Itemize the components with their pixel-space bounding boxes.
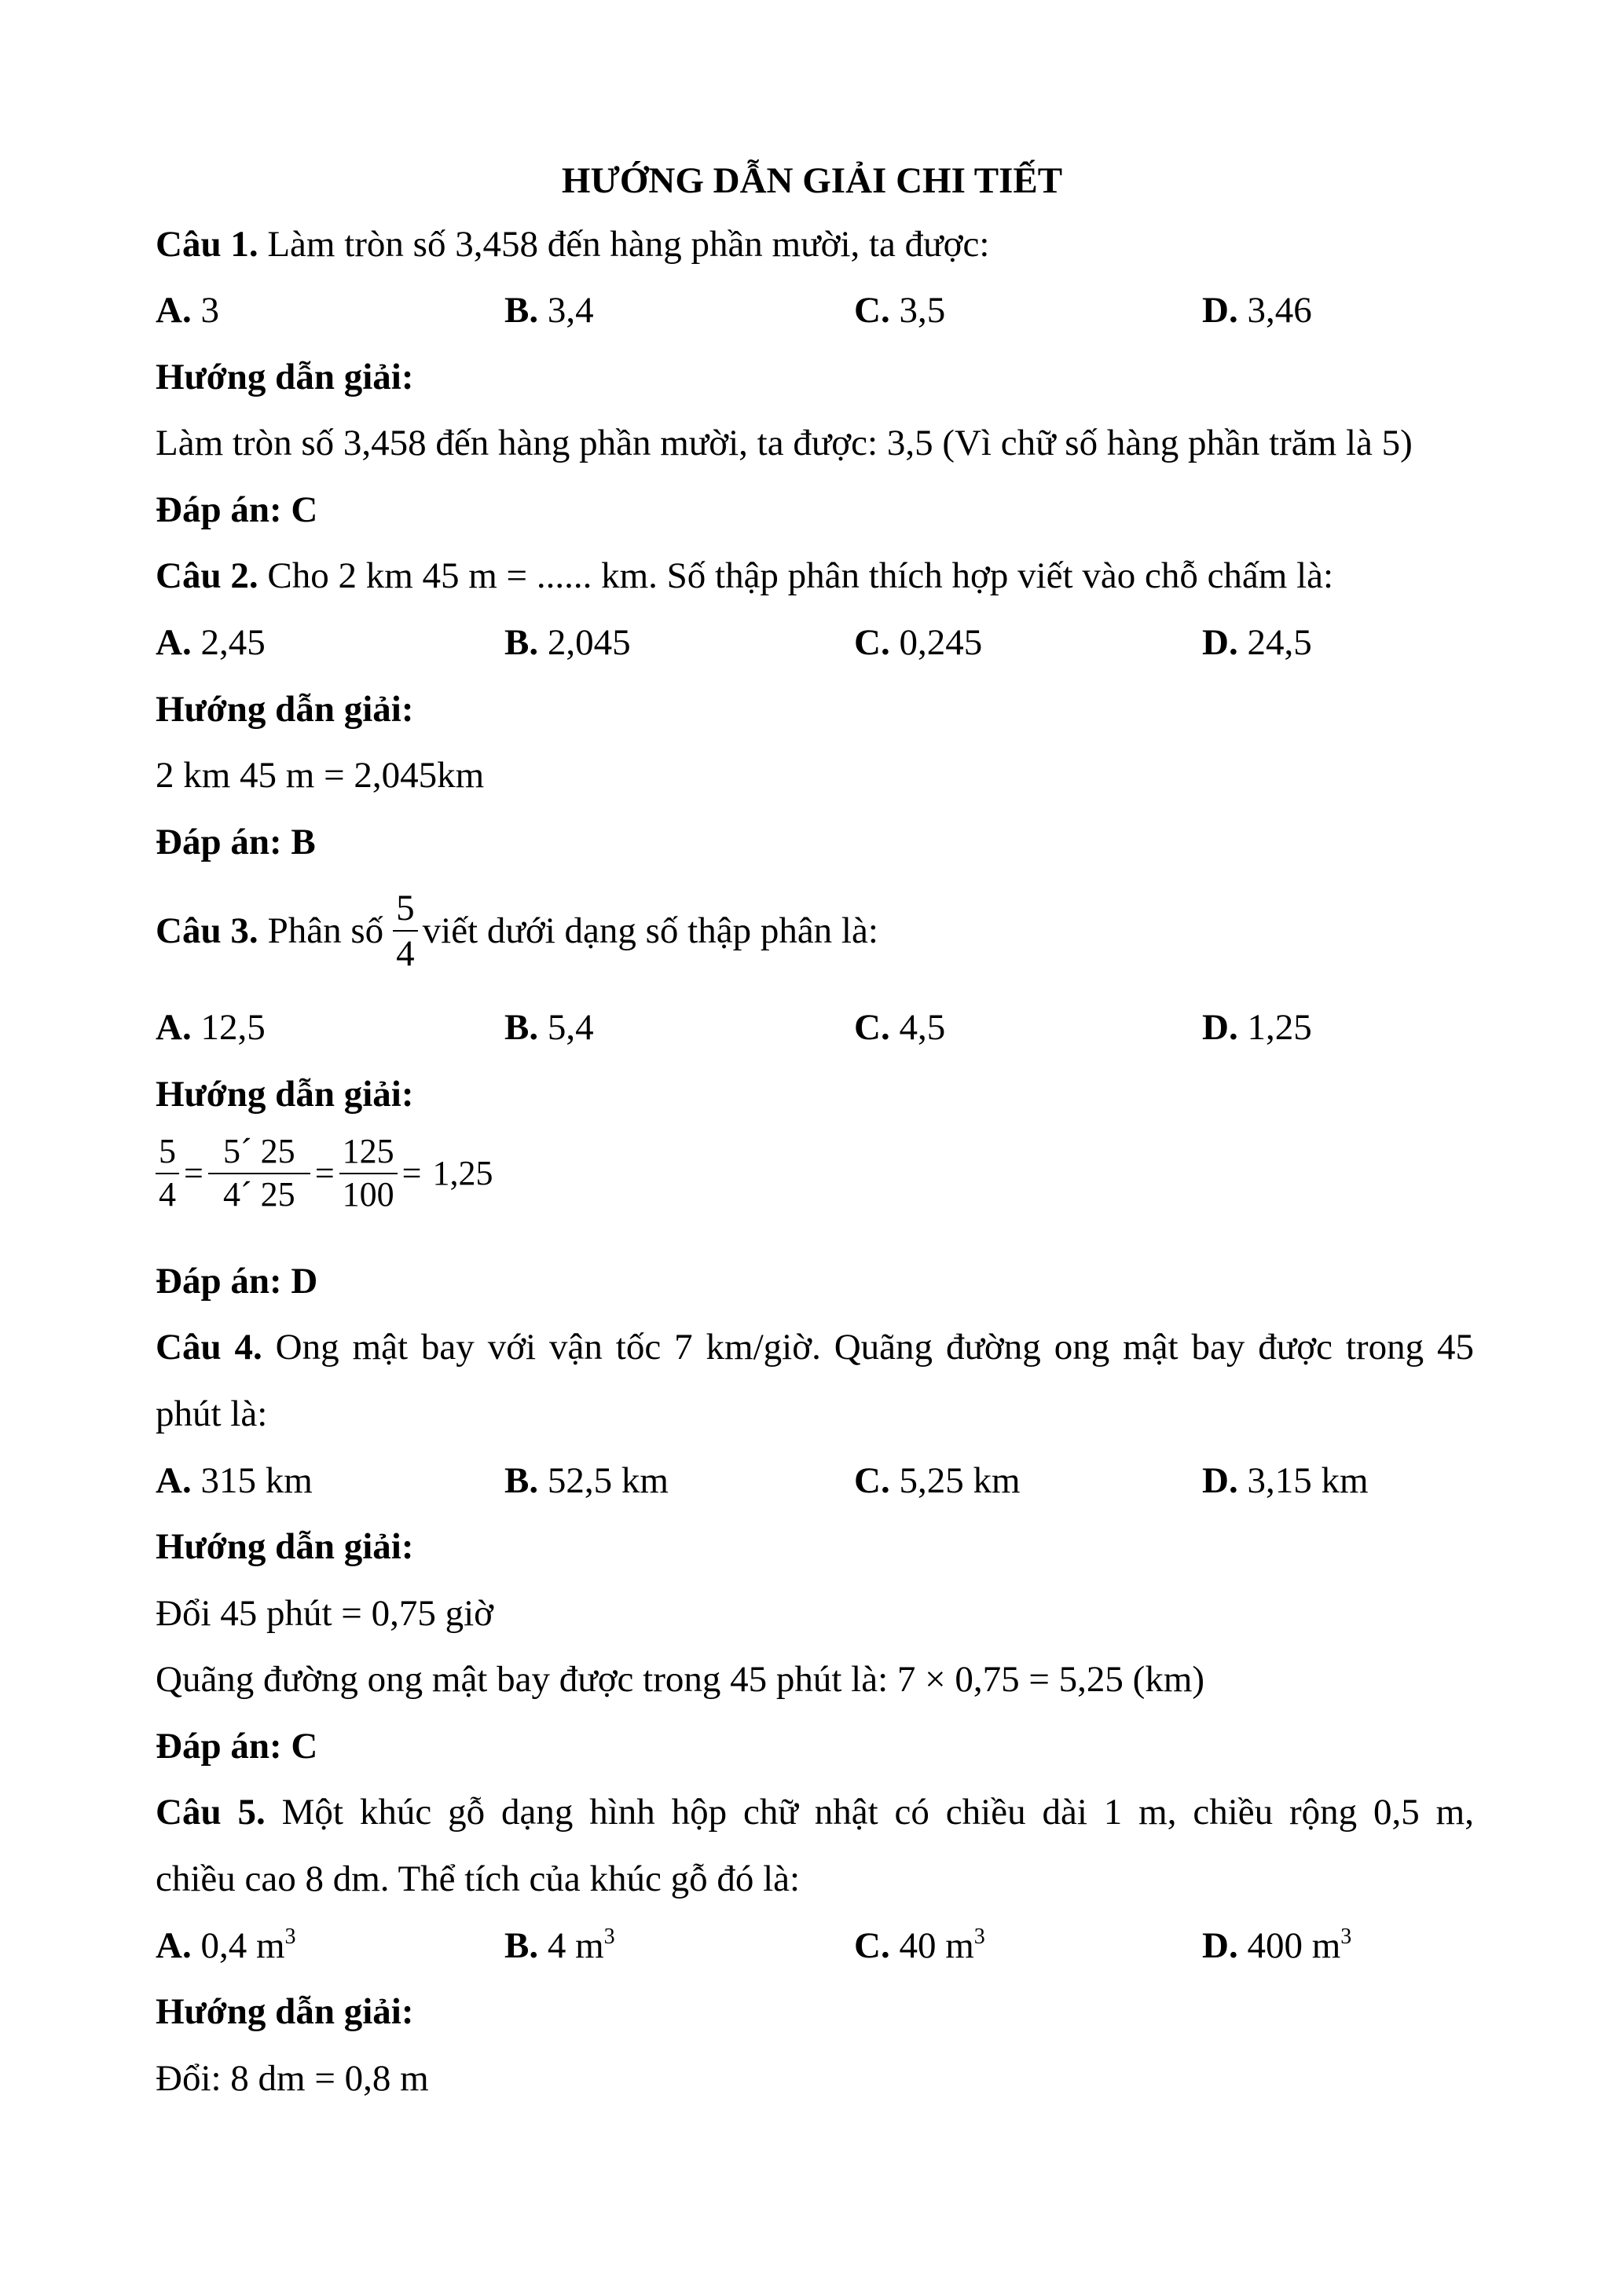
q5-option-b: B. 4 $m^3$ bbox=[504, 1924, 615, 1966]
q1-option-d: D. 3,46 bbox=[1202, 290, 1312, 331]
question-label: Câu 4. bbox=[156, 1327, 262, 1368]
q1-option-c: C. 3,5 bbox=[854, 290, 946, 331]
q3-solution-math bbox=[156, 1131, 493, 1216]
q2-option-c: C. 0,245 bbox=[854, 622, 983, 663]
question-text-after: viết dưới dạng số thập phân là: bbox=[422, 910, 878, 951]
question-label: Câu 1. bbox=[156, 224, 258, 265]
q1-option-b: B. 3,4 bbox=[504, 290, 594, 331]
fraction-5-over-4: $\frac{5}{4}$ bbox=[393, 886, 418, 976]
q4-option-b: B. 52,5 km bbox=[504, 1460, 669, 1501]
math-result: 1,25 bbox=[432, 1154, 493, 1193]
q2-option-b: B. 2,045 bbox=[504, 622, 631, 663]
q3-option-c: C. 4,5 bbox=[854, 1007, 946, 1048]
q4-guide-heading: Hướng dẫn giải: bbox=[156, 1526, 414, 1567]
math-fraction-2: $\frac{5´ 25}{4´ 25}$ bbox=[208, 1131, 310, 1216]
question-text: Cho 2 km 45 m = ...... km. Số thập phân thích hợp viết vào chỗ chấm là: bbox=[267, 555, 1334, 596]
q1-answer: Đáp án: C bbox=[156, 489, 318, 530]
q5-option-a: A. 0,4 $m^3$ bbox=[156, 1924, 296, 1966]
question-text: Một khúc gỗ dạng hình hộp chữ nhật có chiều dài 1 m, chiều rộng 0,5 m, bbox=[281, 1792, 1474, 1833]
question-label: Câu 5. bbox=[156, 1792, 266, 1833]
question-4-line-2: phút là: bbox=[156, 1393, 268, 1434]
equals-sign: = bbox=[401, 1154, 422, 1193]
question-text-before: Phân số bbox=[267, 910, 384, 951]
q2-option-d: D. 24,5 bbox=[1202, 622, 1312, 663]
q4-option-a: A. 315 km bbox=[156, 1460, 313, 1501]
q4-solution-line-2: Quãng đường ong mật bay được trong 45 phút là: 7 × 0,75 = 5,25 (km) bbox=[156, 1659, 1205, 1700]
question-4-line-1 bbox=[156, 1329, 1474, 1366]
page-title: HƯỚNG DẪN GIẢI CHI TIẾT bbox=[561, 160, 1063, 201]
question-3 bbox=[156, 886, 878, 976]
q2-option-a: A. 2,45 bbox=[156, 622, 266, 663]
q4-option-c: C. 5,25 km bbox=[854, 1460, 1021, 1501]
q3-option-a: A. 12,5 bbox=[156, 1007, 266, 1048]
equals-sign: = bbox=[184, 1154, 203, 1193]
q3-guide-heading: Hướng dẫn giải: bbox=[156, 1074, 414, 1115]
question-text: Ong mật bay với vận tốc 7 km/giờ. Quãng đường ong mật bay được trong 45 bbox=[275, 1327, 1474, 1368]
equals-sign: = bbox=[314, 1154, 335, 1193]
question-5-line-2: chiều cao 8 dm. Thể tích của khúc gỗ đó là: bbox=[156, 1858, 801, 1899]
q4-solution-line-1: Đổi 45 phút = 0,75 giờ bbox=[156, 1593, 493, 1634]
q5-option-d: D. 400 $m^3$ bbox=[1202, 1924, 1352, 1966]
q3-answer: Đáp án: D bbox=[156, 1261, 318, 1302]
question-2 bbox=[156, 555, 1334, 596]
q2-solution-line: 2 km 45 m = 2,045km bbox=[156, 755, 485, 796]
q1-option-a: A. 3 bbox=[156, 290, 219, 331]
question-text: Làm tròn số 3,458 đến hàng phần mười, ta được: bbox=[267, 224, 990, 265]
q5-guide-heading: Hướng dẫn giải: bbox=[156, 1991, 414, 2032]
q5-solution-line-1: Đổi: 8 dm = 0,8 m bbox=[156, 2058, 429, 2099]
q1-solution-line: Làm tròn số 3,458 đến hàng phần mười, ta được: 3,5 (Vì chữ số hàng phần trăm là 5) bbox=[156, 423, 1413, 463]
question-label: Câu 2. bbox=[156, 555, 258, 596]
q4-answer: Đáp án: C bbox=[156, 1726, 318, 1767]
q3-option-d: D. 1,25 bbox=[1202, 1007, 1312, 1048]
q2-guide-heading: Hướng dẫn giải: bbox=[156, 689, 414, 730]
q3-option-b: B. 5,4 bbox=[504, 1007, 594, 1048]
q1-guide-heading: Hướng dẫn giải: bbox=[156, 357, 414, 397]
question-label: Câu 3. bbox=[156, 910, 258, 951]
math-fraction-3: $\frac{125}{100}$ bbox=[339, 1131, 398, 1216]
q5-option-c: C. 40 $m^3$ bbox=[854, 1924, 985, 1966]
q4-option-d: D. 3,15 km bbox=[1202, 1460, 1369, 1501]
math-fraction-1: $\frac{5}{4}$ bbox=[156, 1131, 179, 1216]
q2-answer: Đáp án: B bbox=[156, 822, 316, 862]
question-5-line-1 bbox=[156, 1794, 1474, 1831]
question-1 bbox=[156, 226, 989, 263]
